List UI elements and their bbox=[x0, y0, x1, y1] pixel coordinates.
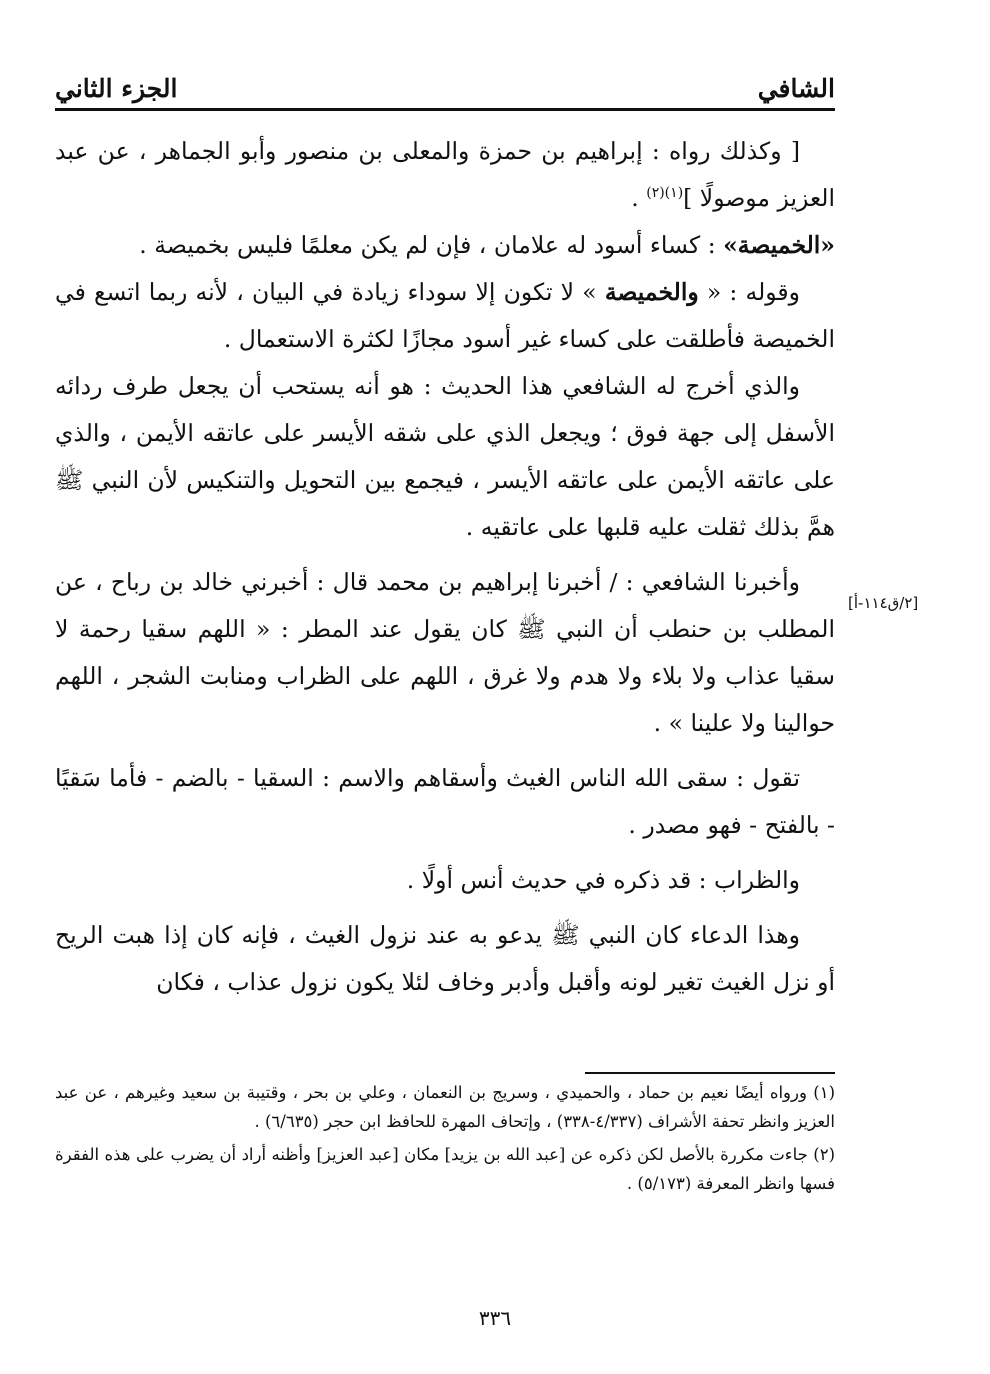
paragraph-khamisa-commentary bbox=[55, 269, 835, 363]
paragraph-hadith: وأخبرنا الشافعي : / أخبرنا إبراهيم بن محمد قال : أخبرني خالد بن رباح ، عن المطلب بن حنطب أن النبي ﷺ كان يقول عند المطر : « اللهم سقيا رحمة لا سقيا عذاب ولا بلاء ولا هدم ولا غرق ، اللهم على الظراب ومنابت الشجر ، اللهم حوالينا ولا علينا » . bbox=[55, 568, 835, 737]
paragraph-text: وقوله : « bbox=[698, 278, 800, 306]
running-header bbox=[55, 58, 835, 102]
keyword-term: والخميصة bbox=[604, 278, 699, 306]
manuscript-folio-note: [٢/ق١١٤-أ] bbox=[848, 594, 919, 612]
paragraph-zirab: والظراب : قد ذكره في حديث أنس أولًا . bbox=[406, 866, 800, 894]
paragraph-text: [ وكذلك رواه : إبراهيم بن حمزة والمعلى بن منصور وأبو الجماهر ، عن عبد العزيز موصولًا ] bbox=[55, 137, 835, 212]
footnote-2: (٢) جاءت مكررة بالأصل لكن ذكره عن [عبد الله بن يزيد] مكان [عبد العزيز] وأظنه أراد أن يضرب على هذه الفقرة فسها وانظر المعرفة (٥/١٧٣) . bbox=[55, 1145, 835, 1193]
footnote-separator bbox=[585, 1072, 835, 1074]
footnote-1: (١) ورواه أيضًا نعيم بن حماد ، والحميدي ، وسريج بن النعمان ، وعلي بن بحر ، وقتيبة بن سعيد وغيرهم ، عن عبد العزيز وانظر تحفة الأشراف (٤/٣٣٧-٣٣٨) ، وإتحاف المهرة للحافظ ابن حجر (٦/٦٣٥) . bbox=[55, 1083, 835, 1131]
header-rule bbox=[55, 108, 835, 111]
footnotes bbox=[55, 1078, 835, 1202]
main-text bbox=[55, 128, 835, 1006]
paragraph-end: . bbox=[631, 184, 647, 212]
paragraph-ruling: والذي أخرج له الشافعي هذا الحديث : هو أنه يستحب أن يجعل طرف ردائه الأسفل إلى جهة فوق ؛ ويجعل الذي على شقه الأيسر على عاتقه الأيمن ، والذي على عاتقه الأيمن على عاتقه الأيسر ، فيجمع بين التحويل والتنكيس لأن النبي ﷺ همَّ بذلك ثقلت عليه قلبها على عاتقيه . bbox=[55, 372, 835, 541]
paragraph-saqya: تقول : سقى الله الناس الغيث وأسقاهم والاسم : السقيا - بالضم - فأما سَقيًا - بالفتح - فهو مصدر . bbox=[55, 764, 835, 839]
paragraph-text: » لا تكون إلا سوداء زيادة في البيان ، لأنه ربما اتسع في الخميصة فأطلقت على كساء غير أسود مجازًا لكثرة الاستعمال . bbox=[55, 278, 835, 353]
keyword-term: «الخميصة» bbox=[723, 231, 835, 259]
footnote-refs: (١)(٢) bbox=[646, 185, 684, 202]
paragraph-narration bbox=[55, 128, 835, 222]
paragraph-dua: وهذا الدعاء كان النبي ﷺ يدعو به عند نزول الغيث ، فإنه كان إذا هبت الريح أو نزل الغيث تغير لونه وأقبل وأدبر وخاف لئلا يكون نزول عذاب ، فكان bbox=[55, 921, 835, 996]
paragraph-text: : كساء أسود له علامان ، فإن لم يكن معلمًا فليس بخميصة . bbox=[139, 231, 724, 259]
header-volume-title: الجزء الثاني bbox=[55, 73, 178, 103]
header-book-title: الشافي bbox=[757, 73, 835, 103]
paragraph-khamisa-definition bbox=[55, 222, 835, 269]
page-number: ٣٣٦ bbox=[478, 1306, 512, 1330]
